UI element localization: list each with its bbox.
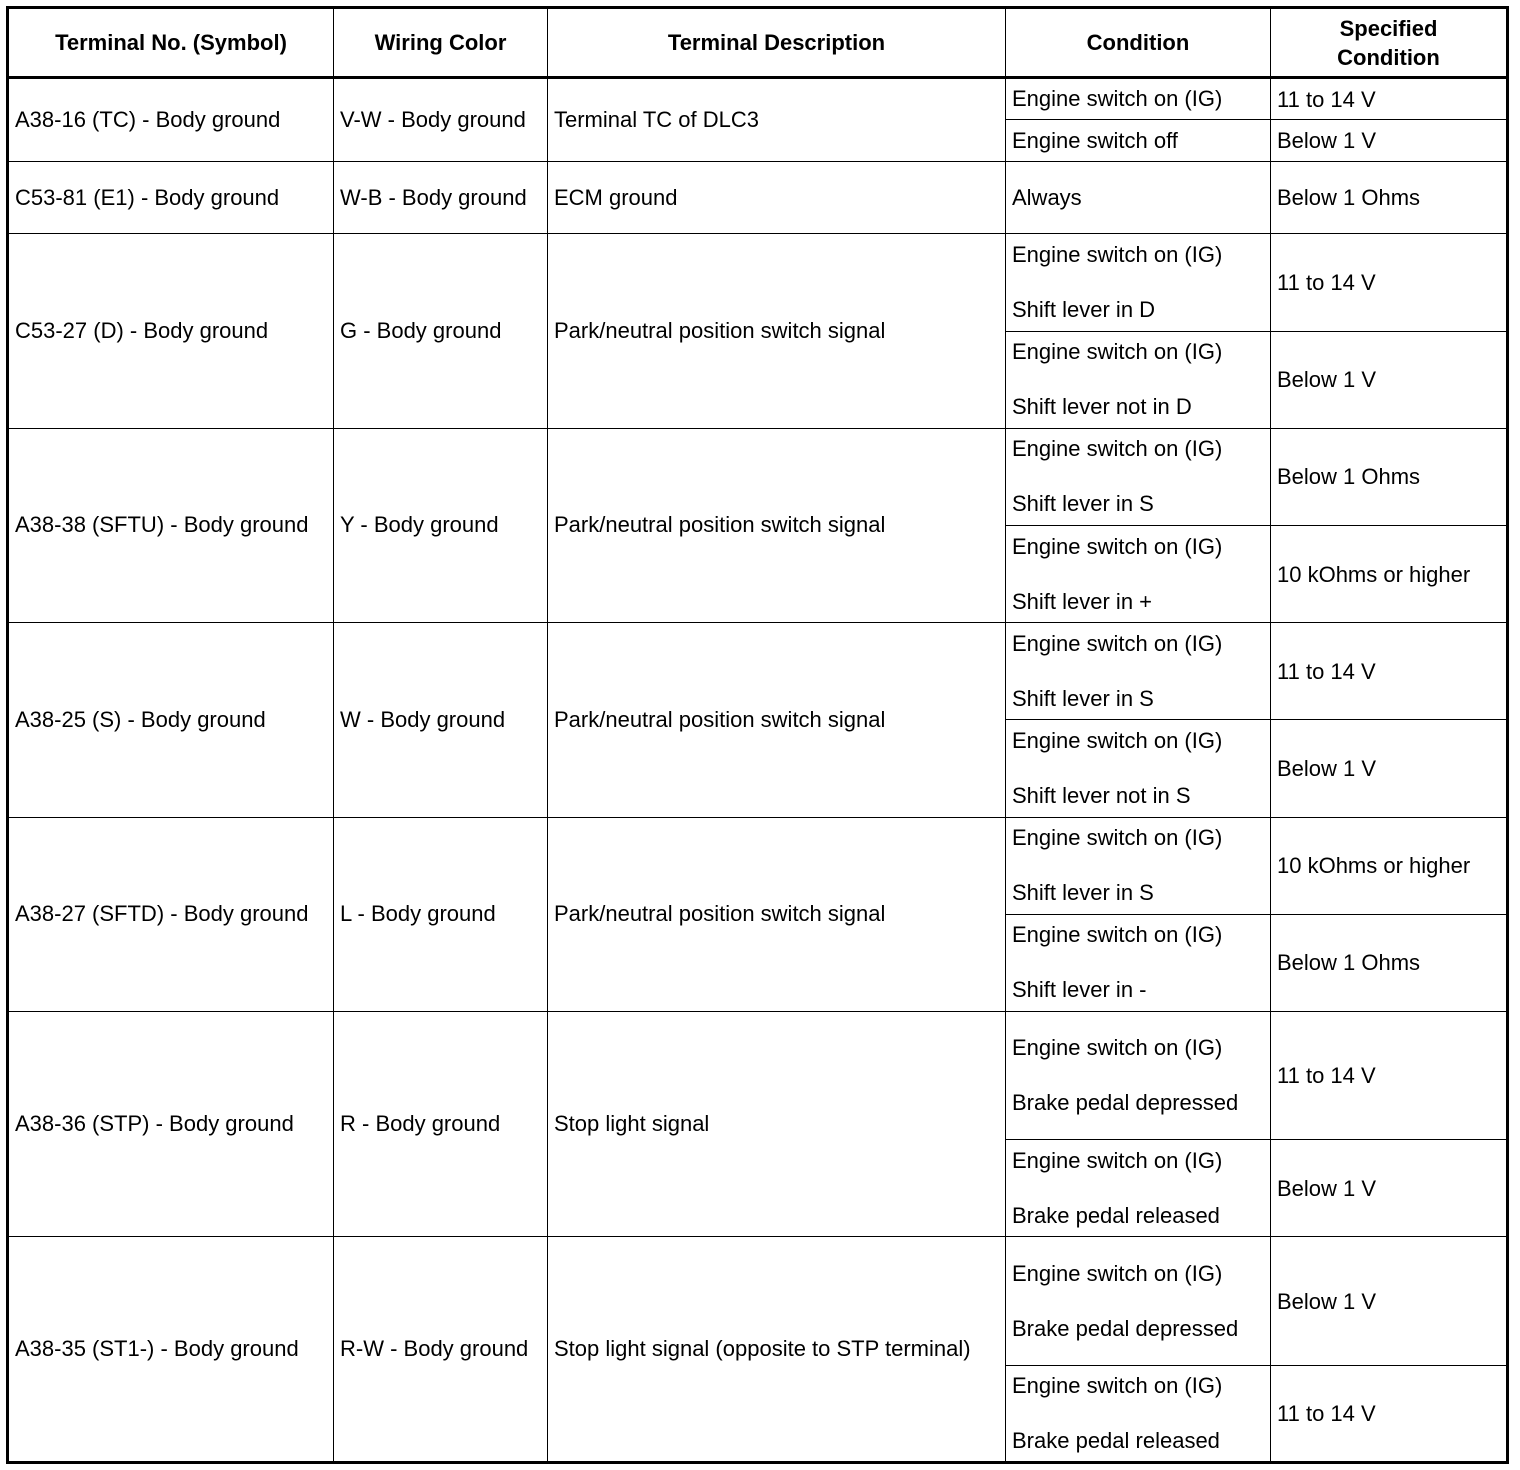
terminal-cell: A38-27 (SFTD) - Body ground — [8, 817, 334, 1011]
condition-line: Engine switch on (IG) — [1012, 86, 1223, 112]
terminal-description-cell: Terminal TC of DLC3 — [548, 78, 1006, 162]
wiring-color-cell: R-W - Body ground — [334, 1237, 548, 1463]
terminal-description-cell: ECM ground — [548, 162, 1006, 234]
condition-line: Brake pedal depressed — [1012, 1090, 1239, 1116]
specified-condition-cell: 11 to 14 V — [1271, 78, 1508, 120]
condition-line: Engine switch on (IG) — [1012, 339, 1223, 365]
terminal-description-cell: Park/neutral position switch signal — [548, 428, 1006, 622]
condition-cell — [1006, 1365, 1271, 1462]
specified-condition-cell: 10 kOhms or higher — [1271, 817, 1508, 914]
condition-line: Shift lever in S — [1012, 880, 1154, 906]
condition-cell — [1006, 720, 1271, 817]
specified-condition-cell: Below 1 Ohms — [1271, 162, 1508, 234]
table-row — [8, 1011, 1508, 1139]
header-specified-condition: Specified Condition — [1271, 8, 1508, 78]
wiring-color-cell: G - Body ground — [334, 234, 548, 428]
table-row — [8, 234, 1508, 331]
table-row — [8, 78, 1508, 120]
specified-condition-cell: 11 to 14 V — [1271, 234, 1508, 331]
condition-cell — [1006, 914, 1271, 1011]
terminal-table — [6, 6, 1509, 1464]
header-wiring-color: Wiring Color — [334, 8, 548, 78]
condition-cell — [1006, 428, 1271, 525]
condition-cell — [1006, 623, 1271, 720]
condition-cell — [1006, 817, 1271, 914]
condition-line: Engine switch on (IG) — [1012, 1260, 1223, 1286]
table-row — [8, 428, 1508, 525]
condition-line: Engine switch on (IG) — [1012, 1372, 1223, 1398]
wiring-color-cell: L - Body ground — [334, 817, 548, 1011]
condition-line: Engine switch on (IG) — [1012, 1147, 1223, 1173]
condition-cell — [1006, 162, 1271, 234]
header-terminal-description: Terminal Description — [548, 8, 1006, 78]
condition-line: Engine switch on (IG) — [1012, 1035, 1223, 1061]
wiring-color-cell: Y - Body ground — [334, 428, 548, 622]
terminal-description-cell: Park/neutral position switch signal — [548, 234, 1006, 428]
condition-line: Always — [1012, 184, 1082, 210]
condition-line: Brake pedal released — [1012, 1427, 1220, 1453]
condition-line: Engine switch on (IG) — [1012, 436, 1223, 462]
terminal-description-cell: Stop light signal (opposite to STP terminal) — [548, 1237, 1006, 1463]
specified-condition-cell: 11 to 14 V — [1271, 1011, 1508, 1139]
terminal-cell: A38-16 (TC) - Body ground — [8, 78, 334, 162]
condition-line: Brake pedal released — [1012, 1202, 1220, 1228]
specified-condition-cell: Below 1 V — [1271, 331, 1508, 428]
wiring-color-cell: W - Body ground — [334, 623, 548, 817]
table-row — [8, 817, 1508, 914]
condition-line: Shift lever in + — [1012, 588, 1153, 614]
table-row — [8, 162, 1508, 234]
condition-line: Engine switch on (IG) — [1012, 825, 1223, 851]
specified-condition-cell: Below 1 Ohms — [1271, 428, 1508, 525]
terminal-cell: C53-27 (D) - Body ground — [8, 234, 334, 428]
condition-cell — [1006, 1011, 1271, 1139]
specified-condition-cell: 11 to 14 V — [1271, 1365, 1508, 1462]
terminal-cell: A38-38 (SFTU) - Body ground — [8, 428, 334, 622]
condition-cell — [1006, 525, 1271, 622]
condition-line: Engine switch on (IG) — [1012, 533, 1223, 559]
header-terminal: Terminal No. (Symbol) — [8, 8, 334, 78]
condition-line: Engine switch on (IG) — [1012, 630, 1223, 656]
condition-cell — [1006, 78, 1271, 120]
terminal-cell: A38-35 (ST1-) - Body ground — [8, 1237, 334, 1463]
condition-line: Shift lever not in D — [1012, 394, 1192, 420]
condition-line: Engine switch off — [1012, 127, 1178, 153]
condition-line: Shift lever in - — [1012, 977, 1147, 1003]
terminal-description-cell: Park/neutral position switch signal — [548, 623, 1006, 817]
specified-condition-cell: Below 1 Ohms — [1271, 914, 1508, 1011]
terminal-description-cell: Park/neutral position switch signal — [548, 817, 1006, 1011]
condition-line: Shift lever in S — [1012, 491, 1154, 517]
condition-cell — [1006, 1140, 1271, 1237]
wiring-color-cell: V-W - Body ground — [334, 78, 548, 162]
condition-line: Engine switch on (IG) — [1012, 922, 1223, 948]
condition-line: Shift lever not in S — [1012, 782, 1191, 808]
wiring-color-cell: W-B - Body ground — [334, 162, 548, 234]
condition-line: Engine switch on (IG) — [1012, 727, 1223, 753]
specified-condition-cell: Below 1 V — [1271, 1140, 1508, 1237]
wiring-color-cell: R - Body ground — [334, 1011, 548, 1236]
specified-condition-cell: Below 1 V — [1271, 720, 1508, 817]
condition-cell — [1006, 234, 1271, 331]
terminal-cell: A38-36 (STP) - Body ground — [8, 1011, 334, 1236]
specified-condition-cell: 11 to 14 V — [1271, 623, 1508, 720]
condition-line: Brake pedal depressed — [1012, 1315, 1239, 1341]
condition-line: Shift lever in D — [1012, 296, 1156, 322]
condition-line: Shift lever in S — [1012, 685, 1154, 711]
header-condition: Condition — [1006, 8, 1271, 78]
header-row — [8, 8, 1508, 78]
specified-condition-cell: 10 kOhms or higher — [1271, 525, 1508, 622]
terminal-cell: A38-25 (S) - Body ground — [8, 623, 334, 817]
table-body — [8, 78, 1508, 1463]
terminal-description-cell: Stop light signal — [548, 1011, 1006, 1236]
specified-condition-cell: Below 1 V — [1271, 1237, 1508, 1365]
specified-condition-cell: Below 1 V — [1271, 120, 1508, 162]
terminal-cell: C53-81 (E1) - Body ground — [8, 162, 334, 234]
condition-line: Engine switch on (IG) — [1012, 241, 1223, 267]
condition-cell — [1006, 1237, 1271, 1365]
table-row — [8, 1237, 1508, 1365]
table-row — [8, 623, 1508, 720]
condition-cell — [1006, 120, 1271, 162]
condition-cell — [1006, 331, 1271, 428]
